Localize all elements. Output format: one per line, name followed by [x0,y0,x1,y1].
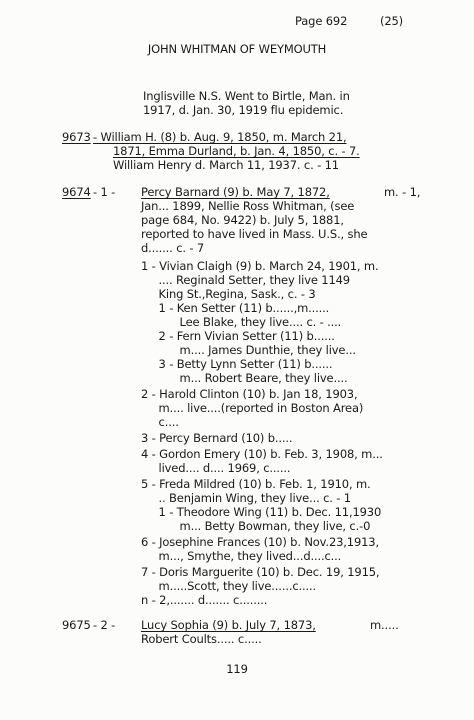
entry-9675-name: Lucy Sophia (9) b. July 7, 1873, [141,618,316,632]
child-line: Lee Blake, they live.... c. - .... [141,315,342,329]
entry-9675-line-2: Robert Coults..... c..... [141,632,262,646]
entry-9675-prefix: - 2 - [93,618,116,632]
child-line: 5 - Freda Mildred (10) b. Feb. 1, 1910, m. [141,477,371,491]
entry-9675-line-1: m..... [370,618,399,632]
child-line: 3 - Percy Bernard (10) b..... [141,431,293,445]
child-line: 2 - Harold Clinton (10) b. Jan 18, 1903, [141,387,358,401]
child-line: m..., Smythe, they lived...d....c... [141,549,342,563]
child-line: 4 - Gordon Emery (10) b. Feb. 3, 1908, m... [141,447,383,461]
child-line: .. Benjamin Wing, they live... c. - 1 [141,491,351,505]
intro-line-2: 1917, d. Jan. 30, 1919 flu epidemic. [143,103,344,117]
entry-9674-line-1: m. - 1, [384,185,421,199]
entry-9674-line-3: page 684, No. 9422) b. July 5, 1881, [141,213,344,227]
child-line: m... Robert Beare, they live.... [141,371,348,385]
entry-9673-line-3: William Henry d. March 11, 1937. c. - 11 [113,158,339,172]
child-line: n - 2,....... d....... c........ [141,593,268,607]
child-line: 6 - Josephine Frances (10) b. Nov.23,1913, [141,535,379,549]
entry-number-9673: 9673 [62,130,91,144]
intro-line-1: Inglisville N.S. Went to Birtle, Man. in [143,89,350,103]
child-line: 1 - Vivian Claigh (9) b. March 24, 1901, m. [141,259,379,273]
child-line: m.... James Dunthie, they live... [141,343,356,357]
child-line: 2 - Fern Vivian Setter (11) b...... [141,329,335,343]
entry-9674-line-2: Jan... 1899, Nellie Ross Whitman, (see [141,199,355,213]
entry-number-9675: 9675 [62,618,91,632]
child-line: 3 - Betty Lynn Setter (11) b...... [141,357,333,371]
child-line: King St.,Regina, Sask., c. - 3 [141,287,316,301]
page-title: JOHN WHITMAN OF WEYMOUTH [147,42,327,56]
child-line: lived.... d.... 1969, c...... [141,461,291,475]
child-line: 1 - Ken Setter (11) b......,m...... [141,301,330,315]
child-line: 1 - Theodore Wing (11) b. Dec. 11,1930 [141,505,382,519]
entry-9674-line-4: reported to have lived in Mass. U.S., she [141,227,368,241]
child-line: c.... [141,415,179,429]
child-line: 7 - Doris Marguerite (10) b. Dec. 19, 1915, [141,565,380,579]
page-label: Page 692 [295,14,348,28]
entry-9674-name: Percy Barnard (9) b. May 7, 1872, [141,185,330,199]
entry-9673-line-2: 1871, Emma Durland, b. Jan. 4, 1850, c. - 7. [113,144,360,158]
entry-9673-line-1: - William H. (8) b. Aug. 9, 1850, m. March 21, [93,130,347,144]
child-line: m... Betty Bowman, they live, c.-0 [141,519,371,533]
page-number: 119 [226,662,248,676]
child-line: m.... live....(reported in Boston Area) [141,401,364,415]
child-line: .... Reginald Setter, they live 1149 [141,273,350,287]
entry-9674-prefix: - 1 - [93,185,116,199]
entry-9674-line-5: d....... c. - 7 [141,241,205,255]
child-line: m.....Scott, they live......c..... [141,579,317,593]
page-reference: (25) [380,14,404,28]
entry-number-9674: 9674 [62,185,91,199]
